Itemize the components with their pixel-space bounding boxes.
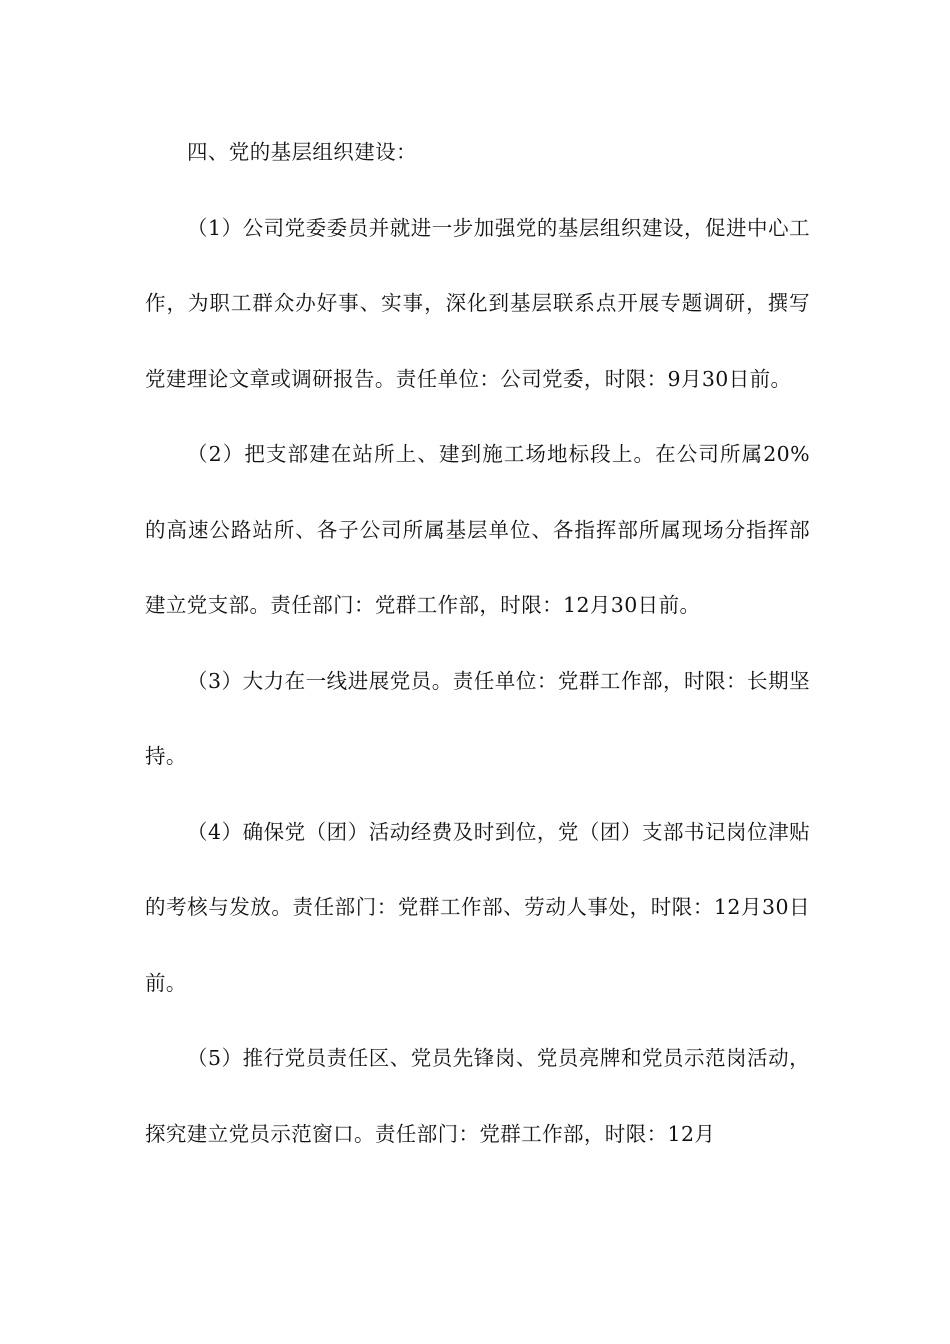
paragraph-item-4: （4）确保党（团）活动经费及时到位，党（团）支部书记岗位津贴的考核与发放。责任部门：党群工作部、劳动人事处，时限：12月30日前。 [145, 819, 810, 995]
paragraph-item-1: （1）公司党委委员并就进一步加强党的基层组织建设，促进中心工作，为职工群众办好事、实事，深化到基层联系点开展专题调研，撰写党建理论文章或调研报告。责任单位：公司党委，时限：9月30日前。 [145, 215, 810, 391]
document-page [145, 115, 810, 1172]
paragraph-item-5: （5）推行党员责任区、党员先锋岗、党员亮牌和党员示范岗活动，探究建立党员示范窗口。责任部门：党群工作部，时限：12月 [145, 1046, 810, 1146]
section-heading: 四、党的基层组织建设： [187, 140, 417, 164]
paragraph-item-2: （2）把支部建在站所上、建到施工场地标段上。在公司所属20%的高速公路站所、各子公司所属基层单位、各指挥部所属现场分指挥部建立党支部。责任部门：党群工作部，时限：12月30日前。 [145, 442, 810, 617]
paragraph-item-3: （3）大力在一线进展党员。责任单位：党群工作部，时限：长期坚持。 [145, 668, 810, 768]
